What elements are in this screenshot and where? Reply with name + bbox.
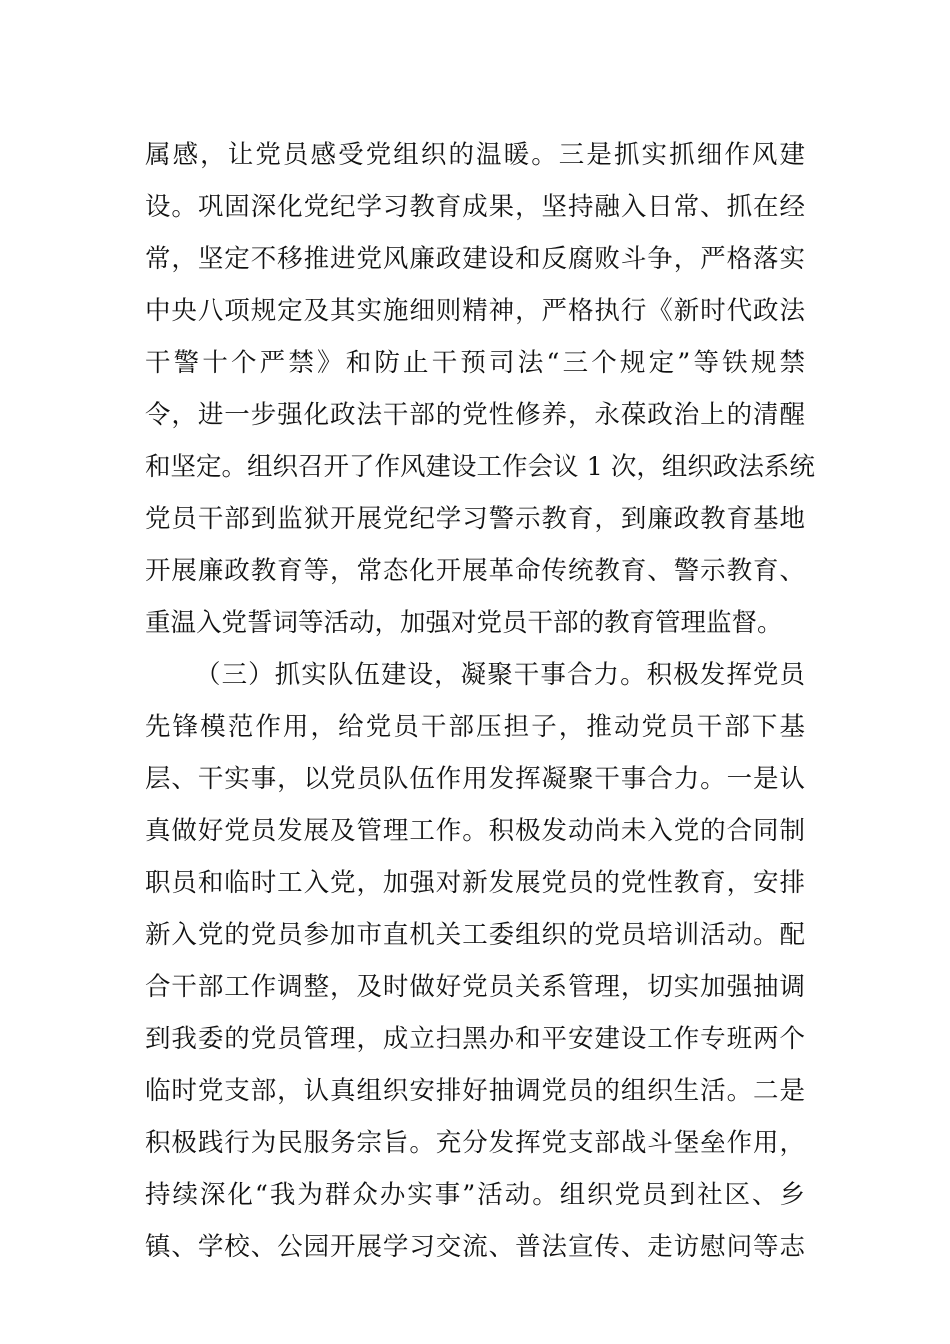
text-line: 新入党的党员参加市直机关工委组织的党员培训活动。配 <box>145 920 805 950</box>
text-line: 临时党支部，认真组织安排好抽调党员的组织生活。二是 <box>145 1076 805 1106</box>
paragraph-last-line: 重温入党誓词等活动，加强对党员干部的教育管理监督。 <box>145 608 783 638</box>
text-line: 中央八项规定及其实施细则精神，严格执行《新时代政法 <box>145 296 805 326</box>
text-line: 积极践行为民服务宗旨。充分发挥党支部战斗堡垒作用， <box>145 1128 805 1158</box>
text-line: 开展廉政教育等，常态化开展革命传统教育、警示教育、 <box>145 556 805 586</box>
text-line: 党员干部到监狱开展党纪学习警示教育，到廉政教育基地 <box>145 504 805 534</box>
text-line: 和坚定。组织召开了作风建设工作会议 1 次，组织政法系统 <box>145 452 815 482</box>
text-line: 镇、学校、公园开展学习交流、普法宣传、走访慰问等志 <box>145 1232 805 1262</box>
text-line: 职员和临时工入党，加强对新发展党员的党性教育，安排 <box>145 868 805 898</box>
text-line: 设。巩固深化党纪学习教育成果，坚持融入日常、抓在经 <box>145 192 805 222</box>
section-heading-line: （三）抓实队伍建设，凝聚干事合力。积极发挥党员 <box>195 660 805 690</box>
text-line: 干警十个严禁》和防止干预司法“三个规定”等铁规禁 <box>145 348 805 378</box>
text-line: 层、干实事，以党员队伍作用发挥凝聚干事合力。一是认 <box>145 764 805 794</box>
text-line: 先锋模范作用，给党员干部压担子，推动党员干部下基 <box>145 712 805 742</box>
text-line: 令，进一步强化政法干部的党性修养，永葆政治上的清醒 <box>145 400 805 430</box>
text-line: 到我委的党员管理，成立扫黑办和平安建设工作专班两个 <box>145 1024 805 1054</box>
text-line: 真做好党员发展及管理工作。积极发动尚未入党的合同制 <box>145 816 805 846</box>
text-line: 合干部工作调整，及时做好党员关系管理，切实加强抽调 <box>145 972 805 1002</box>
text-line: 属感，让党员感受党组织的温暖。三是抓实抓细作风建 <box>145 140 805 170</box>
text-line: 持续深化“我为群众办实事”活动。组织党员到社区、乡 <box>145 1180 805 1210</box>
text-line: 常，坚定不移推进党风廉政建设和反腐败斗争，严格落实 <box>145 244 805 274</box>
